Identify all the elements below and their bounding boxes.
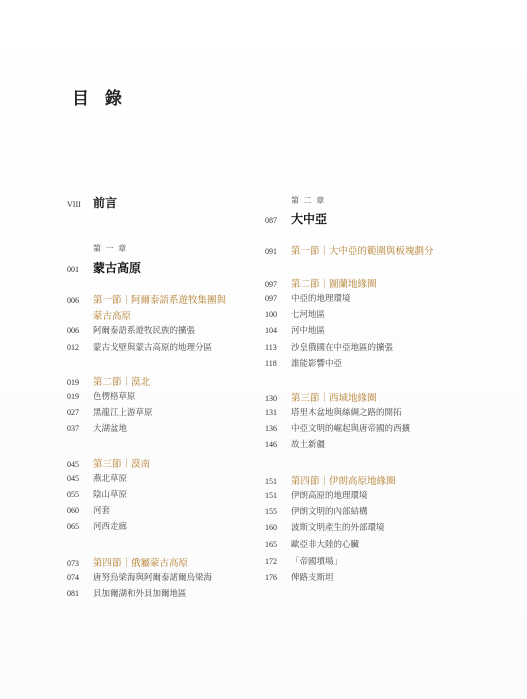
item-label: 俾路支斯坦 xyxy=(291,573,334,583)
page-number: 073 xyxy=(67,559,79,568)
page-number: 060 xyxy=(67,506,79,515)
page-number: 130 xyxy=(265,394,277,403)
item-label: 河中地區 xyxy=(291,326,326,336)
toc-section[interactable] xyxy=(67,374,150,388)
toc-item[interactable] xyxy=(265,521,385,533)
item-label: 伊朗高原的地理環境 xyxy=(291,491,368,501)
toc-item[interactable] xyxy=(67,520,127,532)
toc-section[interactable] xyxy=(265,473,396,487)
item-label: 唐努烏梁海與阿爾泰諾爾烏梁海 xyxy=(93,573,213,583)
page-number: 131 xyxy=(265,408,277,417)
entry-label: 前言 xyxy=(93,196,118,210)
toc-item[interactable] xyxy=(265,308,325,320)
page-number: 097 xyxy=(265,280,277,289)
page-number: 006 xyxy=(67,326,79,335)
toc-section[interactable] xyxy=(265,243,434,257)
item-label: 阿爾泰語系遊牧民族的擴張 xyxy=(93,326,196,336)
item-label: 沙皇俄國在中亞地區的擴張 xyxy=(291,343,394,353)
item-label: 「帝國墳場」 xyxy=(291,557,343,567)
page-number: 087 xyxy=(265,216,277,225)
item-label: 波斯文明產生的外部環境 xyxy=(291,523,385,533)
toc-section[interactable] xyxy=(265,390,377,404)
toc-item[interactable] xyxy=(265,489,368,501)
section-title: 第一節｜大中亞的範圍與板塊劃分 xyxy=(291,246,434,257)
toc-item[interactable] xyxy=(265,324,325,336)
page-number: 155 xyxy=(265,507,277,516)
page-number: 118 xyxy=(265,359,277,368)
page-number: 176 xyxy=(265,573,277,582)
page-number: 081 xyxy=(67,589,79,598)
page-number: 055 xyxy=(67,490,79,499)
page-number: 012 xyxy=(67,343,79,352)
page-number: 151 xyxy=(265,477,277,486)
page-number: 074 xyxy=(67,573,79,582)
toc-item[interactable] xyxy=(265,422,410,434)
toc-section[interactable] xyxy=(67,292,226,306)
page-number: 097 xyxy=(265,294,277,303)
item-label: 中亞的地理環境 xyxy=(291,294,351,304)
page-number: VIII xyxy=(67,200,81,209)
section-title: 第三節｜西域地緣圈 xyxy=(291,393,377,404)
item-label: 中亞文明的崛起與唐帝國的西擴 xyxy=(291,424,411,434)
toc-entry-chapter1[interactable] xyxy=(67,259,141,276)
toc-entry-preface[interactable] xyxy=(67,194,117,211)
toc-item[interactable] xyxy=(67,587,187,599)
section-title: 第四節｜俄屬蒙古高原 xyxy=(93,558,189,569)
toc-entry-chapter2[interactable] xyxy=(265,210,327,227)
item-label: 塔里木盆地與絲綢之路的開拓 xyxy=(291,408,402,418)
page-number: 006 xyxy=(67,296,79,305)
page-number: 037 xyxy=(67,424,79,433)
item-label: 陰山草原 xyxy=(93,490,128,500)
chapter-title: 蒙古高原 xyxy=(93,261,142,275)
page-number: 027 xyxy=(67,408,79,417)
page-number: 151 xyxy=(265,491,277,500)
chapter-label: 第 二 章 xyxy=(291,196,326,205)
toc-item[interactable] xyxy=(265,505,368,517)
toc-item[interactable] xyxy=(67,504,110,516)
toc-item[interactable] xyxy=(265,406,402,418)
toc-item[interactable] xyxy=(67,324,195,336)
toc-item[interactable] xyxy=(67,422,127,434)
page-number: 019 xyxy=(67,392,79,401)
item-label: 大湖盆地 xyxy=(93,424,128,434)
page-number: 160 xyxy=(265,523,277,532)
page-number: 019 xyxy=(67,378,79,387)
item-label: 伊朗文明的內部結構 xyxy=(291,507,368,517)
page-number: 091 xyxy=(265,247,277,256)
page-number: 165 xyxy=(265,540,277,549)
page-title: 目 錄 xyxy=(72,89,127,109)
page-number: 172 xyxy=(265,557,277,566)
page-number: 104 xyxy=(265,326,277,335)
section-title: 第二節｜圖蘭地緣圈 xyxy=(291,279,377,290)
toc-item[interactable] xyxy=(67,571,212,583)
page-number: 045 xyxy=(67,460,79,469)
page-number: 136 xyxy=(265,424,277,433)
page-number: 146 xyxy=(265,440,277,449)
toc-item[interactable] xyxy=(265,438,325,450)
item-label: 河套 xyxy=(93,506,111,516)
toc-item[interactable] xyxy=(67,472,127,484)
item-label: 色楞格草原 xyxy=(93,392,136,402)
item-label: 七河地區 xyxy=(291,310,326,320)
item-label: 貝加爾湖和外貝加爾地區 xyxy=(93,589,187,599)
page-number: 045 xyxy=(67,474,79,483)
section-title: 第二節｜漠北 xyxy=(93,377,151,388)
section-title: 第四節｜伊朗高原地緣圈 xyxy=(291,476,396,487)
toc-item[interactable] xyxy=(265,555,342,567)
toc-item[interactable] xyxy=(265,357,342,369)
item-label: 誰能影響中亞 xyxy=(291,359,343,369)
toc-section[interactable] xyxy=(67,555,188,569)
toc-item[interactable] xyxy=(67,390,136,402)
page-number: 100 xyxy=(265,310,277,319)
item-label: 黑龍江上游草原 xyxy=(93,408,153,418)
page-number: 065 xyxy=(67,522,79,531)
item-label: 河西走廊 xyxy=(93,522,128,532)
item-label: 燕北草原 xyxy=(93,474,128,484)
toc-item[interactable] xyxy=(67,488,127,500)
section-title-continued: 蒙古高原 xyxy=(93,311,132,322)
toc-item[interactable] xyxy=(265,292,351,304)
item-label: 歐亞非大陸的心臟 xyxy=(291,540,360,550)
section-title: 第一節｜阿爾泰語系遊牧集團與 xyxy=(93,295,227,306)
toc-item[interactable] xyxy=(265,341,393,353)
toc-item[interactable] xyxy=(67,406,153,418)
toc-item[interactable] xyxy=(265,538,359,550)
section-title: 第三節｜漠南 xyxy=(93,459,151,470)
chapter-title: 大中亞 xyxy=(291,212,328,226)
item-label: 蒙古戈壁與蒙古高原的地理分區 xyxy=(93,343,213,353)
toc-item[interactable] xyxy=(265,571,334,583)
toc-section[interactable] xyxy=(265,276,377,290)
chapter-label: 第 一 章 xyxy=(93,244,128,253)
page-number: 113 xyxy=(265,343,277,352)
toc-item[interactable] xyxy=(67,341,212,353)
item-label: 故土新疆 xyxy=(291,440,326,450)
toc-section[interactable] xyxy=(67,456,150,470)
page-number: 001 xyxy=(67,265,79,274)
